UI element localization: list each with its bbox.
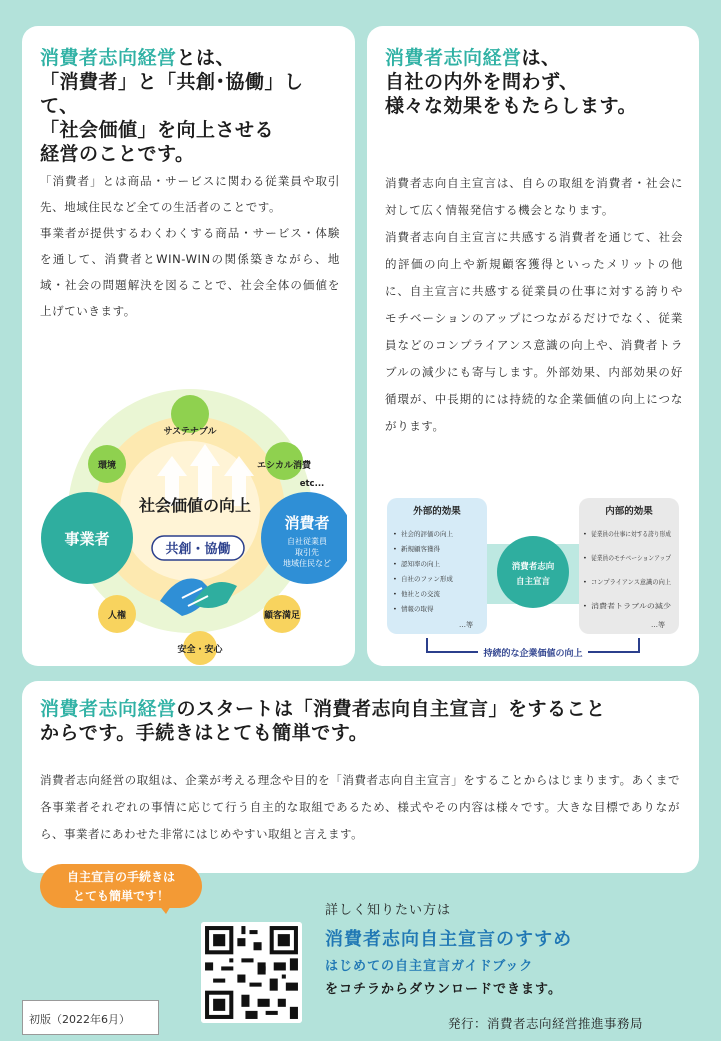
list-item: 自社のファン形成 bbox=[401, 575, 453, 583]
guidebook-title[interactable]: 消費者志向自主宣言のすすめ bbox=[325, 929, 573, 950]
publisher-label: 発行：消費者志向経営推進事務局 bbox=[448, 1016, 644, 1031]
consumer-sub: 地域住民など bbox=[283, 559, 331, 568]
paragraph: 「消費者」とは商品・サービスに関わる従業員や取引先、地域住民など全ての生活者のことです。 bbox=[40, 174, 340, 214]
headline-line: からです。手続きはとても簡単です。 bbox=[40, 722, 369, 744]
social-value-diagram bbox=[32, 376, 347, 666]
list-item: 新規顧客獲得 bbox=[401, 545, 440, 553]
center-label-line2: 自主宣言 bbox=[515, 577, 551, 587]
list-item: 他社との交流 bbox=[401, 590, 440, 598]
value-label: エシカル消費 bbox=[256, 461, 312, 471]
list-bullet: • bbox=[583, 530, 587, 538]
bottom-body: 消費者志向経営の取組は、企業が考える理念や目的を「消費者志向自主宣言」をすることからはじまります。あくまで各事業者それぞれの事情に応じて行う自主的な取組であるため、様式やその内容は様々です。大きな目標でありながら、事業者にあわせた非常にはじめやすい取組と言えます。 bbox=[40, 773, 680, 841]
value-label: 環境 bbox=[97, 461, 117, 471]
headline-line: 「社会価値」を向上させる bbox=[40, 119, 275, 141]
declaration-circle bbox=[497, 536, 569, 608]
effects-diagram bbox=[383, 494, 683, 659]
list-item: 社会的評価の向上 bbox=[401, 530, 453, 538]
bubble-text bbox=[40, 868, 202, 906]
list-item: 情報の取得 bbox=[401, 605, 434, 613]
etc-label: etc... bbox=[299, 479, 325, 489]
bubble-line: とても簡単です！ bbox=[72, 889, 169, 903]
paragraph: 事業者が提供するわくわくする商品・サービス・体験を通して、消費者とWIN-WINの関係築きながら、地域・社会の問題解決を図ることで、社会全体の価値を上げていきます。 bbox=[40, 226, 340, 318]
headline-line: 様々な効果をもたらします。 bbox=[385, 95, 637, 117]
list-bullet: • bbox=[583, 602, 587, 610]
download-text: をコチラからダウンロードできます。 bbox=[325, 982, 562, 997]
left-headline bbox=[40, 46, 340, 166]
paragraph: 消費者志向自主宣言に共感する消費者を通じて、社会的評価の向上や新規顧客獲得といったメリットの他に、自主宣言に共感する従業員の仕事に対する誇りやモチベーションのアップにつながるだけでなく、従業員などのコンプライアンス意識の向上や、消費者トラブルの減少にも寄与します。外部効果、内部効果の好循環が、中長期的には持続的な企業価値の向上につながります。 bbox=[385, 230, 683, 433]
center-title: 社会価値の向上 bbox=[138, 496, 252, 515]
right-card bbox=[367, 26, 699, 666]
etc-label: …等 bbox=[651, 621, 665, 629]
consumer-sub: 取引先 bbox=[295, 548, 319, 557]
headline-text: は、 bbox=[521, 47, 561, 69]
headline-line: 自社の内外を問わず、 bbox=[385, 71, 579, 93]
bubble-line: 自主宣言の手続きは bbox=[66, 870, 175, 884]
list-bullet: • bbox=[393, 545, 397, 553]
left-card bbox=[22, 26, 355, 666]
bottom-card bbox=[22, 681, 699, 873]
list-bullet: • bbox=[393, 590, 397, 598]
headline-text: とは、 bbox=[176, 47, 236, 69]
consumer-sub: 自社従業員 bbox=[287, 537, 327, 546]
internal-box bbox=[579, 498, 682, 634]
list-bullet: • bbox=[393, 605, 397, 613]
headline-accent: 消費者志向経営 bbox=[40, 47, 177, 69]
bottom-label: 持続的な企業価値の向上 bbox=[483, 649, 583, 659]
list-bullet: • bbox=[393, 560, 397, 568]
value-label: 安全・安心 bbox=[177, 645, 223, 655]
headline-line: 「消費者」と「共創･協働」して、 bbox=[40, 71, 304, 117]
qr-code[interactable] bbox=[201, 922, 302, 1023]
right-body bbox=[385, 170, 683, 440]
cocreation-label: 共創・協働 bbox=[165, 542, 231, 557]
list-item: 従業員のモチベーションアップ bbox=[591, 554, 682, 562]
paragraph: 消費者志向自主宣言は、自らの取組を消費者・社会に対して広く情報発信する機会となります。 bbox=[385, 176, 683, 217]
list-item: 従業員の仕事に対する誇り形成 bbox=[591, 530, 682, 538]
headline-accent: 消費者志向経営 bbox=[385, 47, 522, 69]
business-label: 事業者 bbox=[64, 530, 110, 548]
value-label: サステナブル bbox=[163, 427, 217, 437]
edition-label: 初版（2022年6月） bbox=[22, 1000, 159, 1035]
headline-accent: 消費者志向経営 bbox=[40, 698, 177, 720]
external-title: 外部的効果 bbox=[413, 506, 461, 517]
bottom-headline bbox=[40, 697, 670, 745]
list-item: 認知率の向上 bbox=[401, 560, 440, 568]
right-headline bbox=[385, 46, 685, 118]
headline-line: 経営のことです。 bbox=[40, 143, 195, 165]
footer-intro: 詳しく知りたい方は bbox=[325, 903, 452, 918]
internal-title: 内部的効果 bbox=[605, 506, 653, 517]
list-bullet: • bbox=[583, 554, 587, 562]
list-bullet: • bbox=[393, 530, 397, 538]
center-label-line1: 消費者志向 bbox=[511, 562, 555, 572]
value-label: 人権 bbox=[107, 611, 127, 621]
headline-text: のスタートは「消費者志向自主宣言」をすること bbox=[176, 698, 606, 720]
list-bullet: • bbox=[393, 575, 397, 583]
list-bullet: • bbox=[583, 578, 587, 586]
consumer-label: 消費者 bbox=[284, 514, 330, 532]
value-label: 顧客満足 bbox=[263, 611, 301, 621]
etc-label: …等 bbox=[459, 621, 473, 629]
list-item: コンプライアンス意識の向上 bbox=[591, 578, 675, 586]
left-body bbox=[40, 168, 340, 324]
guidebook-subtitle[interactable]: はじめての自主宣言ガイドブック bbox=[325, 959, 534, 974]
list-item: 消費者トラブルの減少 bbox=[591, 602, 656, 610]
